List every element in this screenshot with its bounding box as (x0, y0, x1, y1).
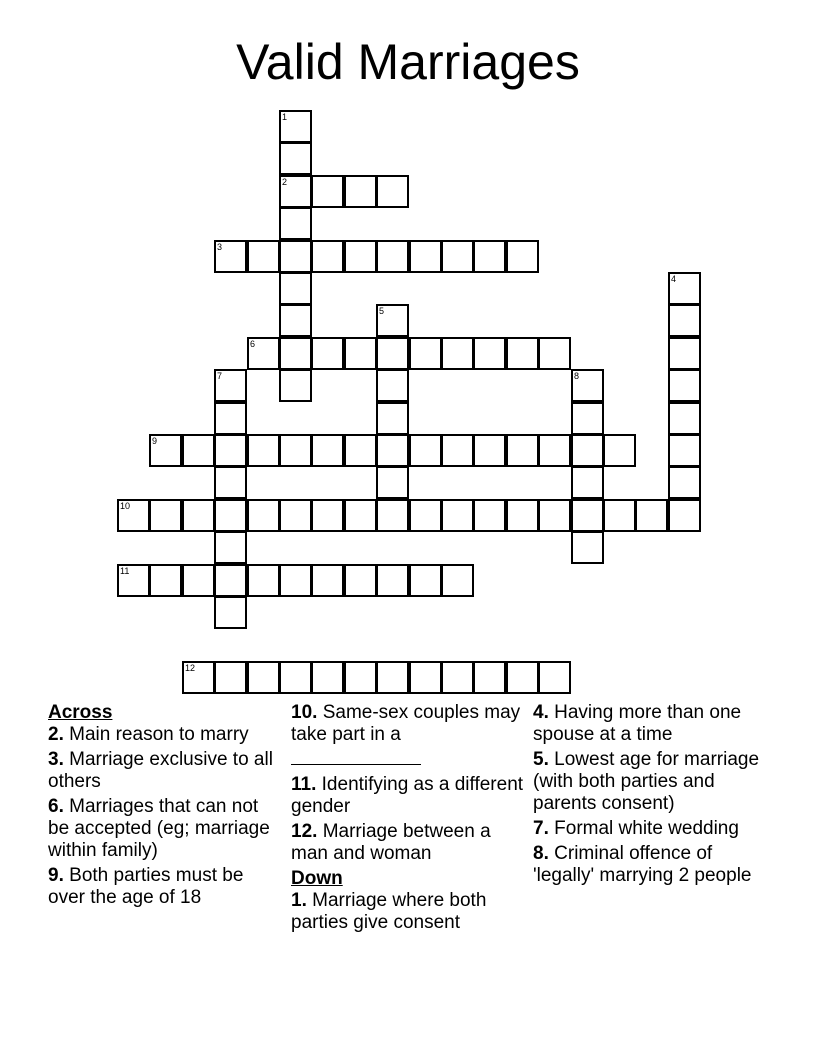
grid-cell[interactable] (214, 661, 247, 694)
down-clue-5: 5. Lowest age for marriage (with both parties and parents consent) (533, 749, 760, 814)
grid-cell[interactable] (668, 304, 701, 337)
grid-cell[interactable] (149, 434, 182, 467)
grid-cell[interactable] (506, 499, 539, 532)
grid-cell[interactable] (279, 142, 312, 175)
grid-cell[interactable] (376, 466, 409, 499)
grid-cell[interactable] (117, 499, 150, 532)
down-clue-1: 1. Marriage where both parties give consent (291, 890, 487, 933)
clue-number: 12 (185, 663, 196, 673)
grid-cell[interactable] (214, 466, 247, 499)
across-clue-2: 2. Main reason to marry (48, 724, 249, 745)
grid-cell[interactable] (441, 240, 474, 273)
grid-cell[interactable] (506, 434, 539, 467)
across-clue-6: 6. Marriages that can not be accepted (eg; marriage within family) (48, 796, 270, 861)
grid-cell[interactable] (214, 402, 247, 435)
grid-cell[interactable] (247, 434, 280, 467)
grid-cell[interactable] (311, 499, 344, 532)
clues-column-2 (291, 702, 527, 937)
grid-cell[interactable] (344, 564, 377, 597)
grid-cell[interactable] (311, 175, 344, 208)
grid-cell[interactable] (214, 596, 247, 629)
clue-number: 11 (120, 566, 130, 576)
clue-number: 9 (152, 436, 158, 446)
grid-cell[interactable] (279, 272, 312, 305)
across-clue-9: 9. Both parties must be over the age of 18 (48, 865, 244, 908)
grid-cell[interactable] (149, 499, 182, 532)
grid-cell[interactable] (182, 661, 215, 694)
clues-column-3 (533, 702, 769, 890)
grid-cell[interactable] (182, 434, 215, 467)
clue-number: 4 (671, 274, 677, 284)
clues-column-1 (48, 702, 284, 912)
grid-cell[interactable] (473, 434, 506, 467)
grid-cell[interactable] (117, 564, 150, 597)
across-clue-12: 12. Marriage between a man and woman (291, 821, 491, 864)
grid-cell[interactable] (635, 499, 668, 532)
grid-cell[interactable] (214, 369, 247, 402)
grid-cell[interactable] (279, 240, 312, 273)
grid-cell[interactable] (149, 564, 182, 597)
grid-cell[interactable] (538, 434, 571, 467)
grid-cell[interactable] (409, 564, 442, 597)
grid-cell[interactable] (376, 304, 409, 337)
grid-cell[interactable] (571, 499, 604, 532)
grid-cell[interactable] (668, 272, 701, 305)
grid-cell[interactable] (279, 434, 312, 467)
grid-cell[interactable] (538, 661, 571, 694)
grid-cell[interactable] (344, 499, 377, 532)
clue-number: 5 (379, 306, 385, 316)
grid-cell[interactable] (214, 531, 247, 564)
grid-cell[interactable] (473, 661, 506, 694)
grid-cell[interactable] (506, 240, 539, 273)
grid-cell[interactable] (668, 369, 701, 402)
grid-cell[interactable] (279, 175, 312, 208)
grid-cell[interactable] (214, 564, 247, 597)
grid-cell[interactable] (376, 337, 409, 370)
grid-cell[interactable] (571, 369, 604, 402)
grid-cell[interactable] (344, 661, 377, 694)
grid-cell[interactable] (441, 499, 474, 532)
grid-cell[interactable] (571, 531, 604, 564)
grid-cell[interactable] (214, 434, 247, 467)
across-heading: Across (48, 702, 113, 723)
grid-cell[interactable] (279, 499, 312, 532)
grid-cell[interactable] (571, 466, 604, 499)
grid-cell[interactable] (311, 337, 344, 370)
across-clue-3: 3. Marriage exclusive to all others (48, 749, 273, 792)
clue-number: 3 (217, 242, 223, 252)
grid-cell[interactable] (247, 661, 280, 694)
clue-number: 2 (282, 177, 288, 187)
grid-cell[interactable] (247, 499, 280, 532)
grid-cell[interactable] (376, 402, 409, 435)
grid-cell[interactable] (279, 207, 312, 240)
grid-cell[interactable] (571, 434, 604, 467)
grid-cell[interactable] (311, 661, 344, 694)
grid-cell[interactable] (247, 337, 280, 370)
clue-number: 6 (250, 339, 256, 349)
answer-blank-line (291, 746, 421, 765)
grid-cell[interactable] (571, 402, 604, 435)
grid-cell[interactable] (441, 661, 474, 694)
grid-cell[interactable] (409, 337, 442, 370)
clue-number: 10 (120, 501, 131, 511)
grid-cell[interactable] (603, 434, 636, 467)
grid-cell[interactable] (247, 240, 280, 273)
down-clue-7: 7. Formal white wedding (533, 818, 739, 839)
grid-cell[interactable] (376, 661, 409, 694)
clue-number: 1 (282, 112, 288, 122)
grid-cell[interactable] (441, 564, 474, 597)
grid-cell[interactable] (506, 337, 539, 370)
grid-cell[interactable] (603, 499, 636, 532)
grid-cell[interactable] (182, 564, 215, 597)
across-clue-10: 10. Same-sex couples may take part in a (291, 702, 527, 771)
grid-cell[interactable] (668, 434, 701, 467)
grid-cell[interactable] (473, 499, 506, 532)
grid-cell[interactable] (376, 499, 409, 532)
puzzle-title: Valid Marriages (236, 34, 580, 90)
grid-cell[interactable] (668, 466, 701, 499)
grid-cell[interactable] (311, 434, 344, 467)
grid-cell[interactable] (279, 304, 312, 337)
grid-cell[interactable] (376, 564, 409, 597)
grid-cell[interactable] (214, 240, 247, 273)
grid-cell[interactable] (409, 434, 442, 467)
grid-cell[interactable] (376, 175, 409, 208)
grid-cell[interactable] (279, 661, 312, 694)
clue-number: 7 (217, 371, 223, 381)
grid-cell[interactable] (441, 434, 474, 467)
grid-cell[interactable] (409, 240, 442, 273)
grid-cell[interactable] (538, 499, 571, 532)
down-heading: Down (291, 868, 343, 889)
grid-cell[interactable] (279, 337, 312, 370)
grid-cell[interactable] (279, 564, 312, 597)
grid-cell[interactable] (441, 337, 474, 370)
grid-cell[interactable] (279, 110, 312, 143)
grid-cell[interactable] (668, 337, 701, 370)
grid-cell[interactable] (247, 564, 280, 597)
down-clue-8: 8. Criminal offence of 'legally' marrying 2 people (533, 843, 752, 886)
grid-cell[interactable] (376, 240, 409, 273)
grid-cell[interactable] (214, 499, 247, 532)
grid-cell[interactable] (668, 402, 701, 435)
grid-cell[interactable] (376, 369, 409, 402)
grid-cell[interactable] (182, 499, 215, 532)
down-clue-4: 4. Having more than one spouse at a time (533, 702, 742, 745)
grid-cell[interactable] (409, 499, 442, 532)
grid-cell[interactable] (668, 499, 701, 532)
grid-cell[interactable] (538, 337, 571, 370)
grid-cell[interactable] (473, 240, 506, 273)
grid-cell[interactable] (279, 369, 312, 402)
grid-cell[interactable] (311, 240, 344, 273)
grid-cell[interactable] (344, 434, 377, 467)
across-clue-11: 11. Identifying as a different gender (291, 774, 524, 817)
grid-cell[interactable] (344, 240, 377, 273)
grid-cell[interactable] (311, 564, 344, 597)
grid-cell[interactable] (473, 337, 506, 370)
grid-cell[interactable] (344, 175, 377, 208)
grid-cell[interactable] (409, 661, 442, 694)
grid-cell[interactable] (344, 337, 377, 370)
clue-number: 8 (574, 371, 580, 381)
grid-cell[interactable] (506, 661, 539, 694)
grid-cell[interactable] (376, 434, 409, 467)
